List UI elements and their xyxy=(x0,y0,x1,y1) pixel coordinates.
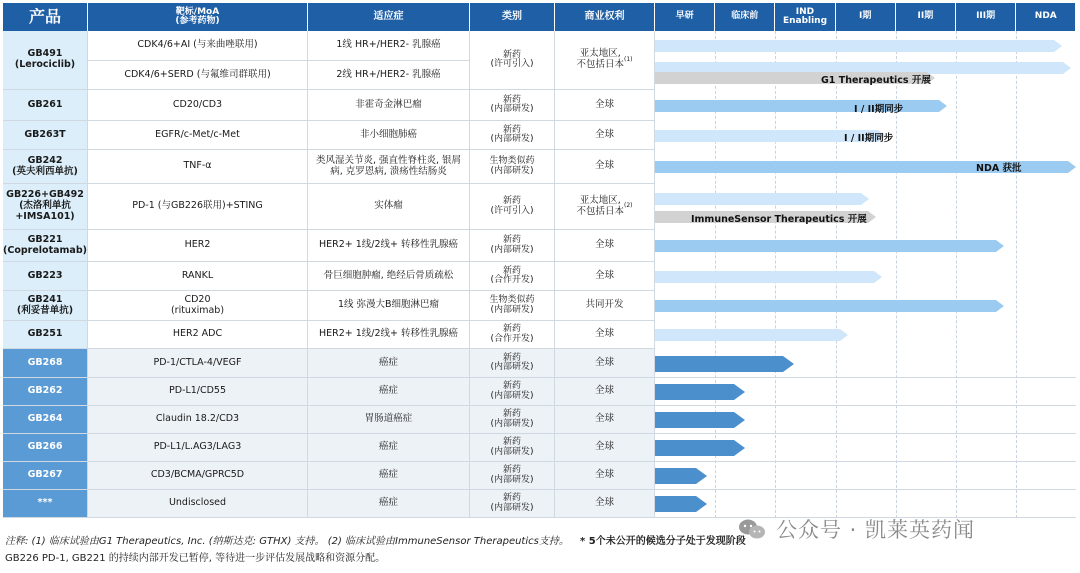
watermark-text: 公众号 · 凯莱英药闻 xyxy=(776,518,976,542)
row-4-rights: 全球 xyxy=(555,150,655,184)
progress-bar-10 xyxy=(655,356,794,372)
row-9-target: HER2 ADC xyxy=(88,321,308,349)
progress-bar-9 xyxy=(655,329,849,341)
gb242-nda-label: NDA 获批 xyxy=(976,163,1022,174)
row-2-rights: 全球 xyxy=(555,90,655,121)
row-10-category: 新药 (内部研发) xyxy=(470,349,555,378)
row-12-product: GB264 xyxy=(3,406,88,434)
header-indication: 适应症 xyxy=(308,3,470,31)
row-9-indication: HER2+ 1线/2线+ 转移性乳腺癌 xyxy=(308,321,470,349)
row-8-product: GB241 (利妥昔单抗) xyxy=(3,291,88,321)
header-phase-0: 早研 xyxy=(655,3,715,31)
row-4-product: GB242 (英夫利西单抗) xyxy=(3,150,88,184)
row-1-target: CDK4/6+SERD (与氟维司群联用) xyxy=(88,61,308,90)
row-0-target: CDK4/6+AI (与来曲唑联用) xyxy=(88,31,308,61)
row-9-rights: 全球 xyxy=(555,321,655,349)
header-phase-4: II期 xyxy=(896,3,956,31)
row-14-product: GB267 xyxy=(3,462,88,490)
row-11-indication: 癌症 xyxy=(308,378,470,406)
row-7-target: RANKL xyxy=(88,262,308,291)
row-5-rights: 亚太地区, 不包括日本 (2) xyxy=(555,184,655,230)
progress-bar-8 xyxy=(655,300,1005,312)
row-8-indication: 1线 弥漫大B细胞淋巴瘤 xyxy=(308,291,470,321)
row-3-indication: 非小细胞肺癌 xyxy=(308,121,470,150)
row-7-indication: 骨巨细胞肿瘤, 绝经后骨质疏松 xyxy=(308,262,470,291)
header-phase-6: NDA xyxy=(1016,3,1076,31)
row-11-product: GB262 xyxy=(3,378,88,406)
row-0-rights: 亚太地区, 不包括日本 (1) xyxy=(555,31,655,90)
progress-bar-2 xyxy=(655,100,948,112)
header-target: 靶标/MoA (参考药物) xyxy=(88,3,308,31)
row-11-target: PD-L1/CD55 xyxy=(88,378,308,406)
immunesensor-partner-label: ImmuneSensor Therapeutics 开展 xyxy=(691,214,867,225)
row-5-target: PD-1 (与GB226联用)+STING xyxy=(88,184,308,230)
row-9-category: 新药 (合作开发) xyxy=(470,321,555,349)
row-7-category: 新药 (合作开发) xyxy=(470,262,555,291)
row-14-category: 新药 (内部研发) xyxy=(470,462,555,490)
row-15-target: Undisclosed xyxy=(88,490,308,518)
phase-row-bg xyxy=(655,462,1076,490)
row-11-rights: 全球 xyxy=(555,378,655,406)
header-category: 类别 xyxy=(470,3,555,31)
row-2-target: CD20/CD3 xyxy=(88,90,308,121)
row-4-target: TNF-α xyxy=(88,150,308,184)
progress-bar-0 xyxy=(655,40,1062,52)
row-13-indication: 癌症 xyxy=(308,434,470,462)
row-13-category: 新药 (内部研发) xyxy=(470,434,555,462)
progress-bar-14 xyxy=(655,468,708,484)
row-12-target: Claudin 18.2/CD3 xyxy=(88,406,308,434)
row-7-rights: 全球 xyxy=(555,262,655,291)
header-rights: 商业权利 xyxy=(555,3,655,31)
row-1-indication: 2线 HR+/HER2- 乳腺癌 xyxy=(308,61,470,90)
row-13-target: PD-L1/L.AG3/LAG3 xyxy=(88,434,308,462)
row-5-category: 新药 (许可引入) xyxy=(470,184,555,230)
row-2-product: GB261 xyxy=(3,90,88,121)
row-3-rights: 全球 xyxy=(555,121,655,150)
progress-bar-11 xyxy=(655,384,746,400)
row-6-product: GB221 (Coprelotamab) xyxy=(3,230,88,262)
gb261-sync-label: I / II期同步 xyxy=(854,104,904,115)
row-10-indication: 癌症 xyxy=(308,349,470,378)
footnote-line1-bold: * 5个未公开的候选分子处于发现阶段 xyxy=(580,536,746,547)
row-6-target: HER2 xyxy=(88,230,308,262)
row-14-indication: 癌症 xyxy=(308,462,470,490)
row-3-category: 新药 (内部研发) xyxy=(470,121,555,150)
header-phase-5: III期 xyxy=(956,3,1016,31)
row-8-target: CD20 (rituximab) xyxy=(88,291,308,321)
row-8-rights: 共同开发 xyxy=(555,291,655,321)
row-15-rights: 全球 xyxy=(555,490,655,518)
row-9-product: GB251 xyxy=(3,321,88,349)
progress-bar-12 xyxy=(655,412,746,428)
row-13-product: GB266 xyxy=(3,434,88,462)
row-6-indication: HER2+ 1线/2线+ 转移性乳腺癌 xyxy=(308,230,470,262)
progress-bar-15 xyxy=(655,496,708,512)
row-7-product: GB223 xyxy=(3,262,88,291)
row-6-category: 新药 (内部研发) xyxy=(470,230,555,262)
row-3-target: EGFR/c-Met/c-Met xyxy=(88,121,308,150)
footnote-line1: 注释: (1) 临床试验由G1 Therapeutics, Inc. (纳斯达克: GTHX) 支持。 (2) 临床试验由ImmuneSensor Therapeutics支持。 xyxy=(5,536,569,547)
row-8-category: 生物类似药 (内部研发) xyxy=(470,291,555,321)
row-15-product: *** xyxy=(3,490,88,518)
row-10-product: GB268 xyxy=(3,349,88,378)
row-15-indication: 癌症 xyxy=(308,490,470,518)
row-12-indication: 胃肠道癌症 xyxy=(308,406,470,434)
row-4-category: 生物类似药 (内部研发) xyxy=(470,150,555,184)
row-14-target: CD3/BCMA/GPRC5D xyxy=(88,462,308,490)
g1-partner-label: G1 Therapeutics 开展 xyxy=(821,75,931,86)
row-0-product: GB491 (Lerociclib) xyxy=(3,31,88,90)
row-12-rights: 全球 xyxy=(555,406,655,434)
footnote xyxy=(5,533,1075,567)
row-14-rights: 全球 xyxy=(555,462,655,490)
gb263t-sync-label: I / II期同步 xyxy=(844,133,894,144)
row-0-category: 新药 (许可引入) xyxy=(470,31,555,90)
header-product: 产品 xyxy=(3,3,88,31)
footnote-line2: GB226 PD-1, GB221 的持续内部开发已暂停, 等待进一步评估发展战略和资源分配。 xyxy=(5,553,386,564)
progress-bar-7 xyxy=(655,271,883,283)
row-11-category: 新药 (内部研发) xyxy=(470,378,555,406)
progress-bar-13 xyxy=(655,440,746,456)
header-phase-2: IND Enabling xyxy=(775,3,835,31)
row-10-rights: 全球 xyxy=(555,349,655,378)
header-phase-3: I期 xyxy=(836,3,896,31)
row-0-indication: 1线 HR+/HER2- 乳腺癌 xyxy=(308,31,470,61)
row-3-product: GB263T xyxy=(3,121,88,150)
progress-bar-5 xyxy=(655,193,869,205)
header-phase-1: 临床前 xyxy=(715,3,775,31)
row-6-rights: 全球 xyxy=(555,230,655,262)
progress-bar-6 xyxy=(655,240,1005,252)
pipeline-table xyxy=(3,3,1077,513)
row-2-indication: 非霍奇金淋巴瘤 xyxy=(308,90,470,121)
row-13-rights: 全球 xyxy=(555,434,655,462)
row-4-indication: 类风湿关节炎, 强直性脊柱炎, 银屑病, 克罗恩病, 溃疡性结肠炎 xyxy=(308,150,470,184)
row-12-category: 新药 (内部研发) xyxy=(470,406,555,434)
row-5-product: GB226+GB492 (杰洛利单抗 +IMSA101) xyxy=(3,184,88,230)
row-15-category: 新药 (内部研发) xyxy=(470,490,555,518)
row-2-category: 新药 (内部研发) xyxy=(470,90,555,121)
row-5-indication: 实体瘤 xyxy=(308,184,470,230)
row-10-target: PD-1/CTLA-4/VEGF xyxy=(88,349,308,378)
